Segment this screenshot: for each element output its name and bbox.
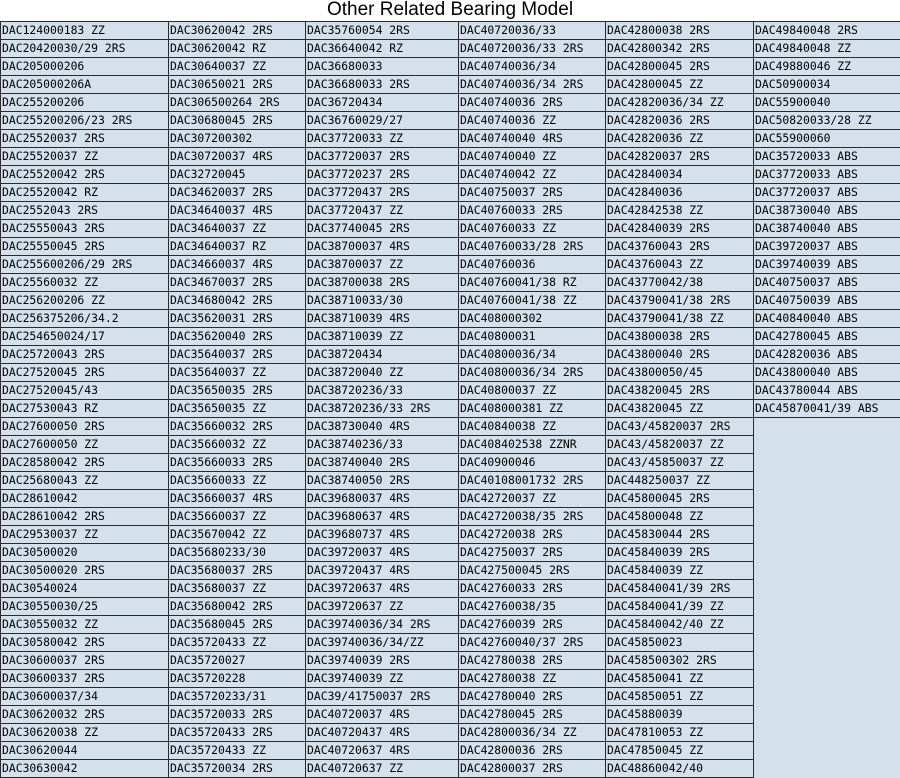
bearing-model-cell: DAC35720233/31 bbox=[169, 688, 306, 706]
table-row bbox=[1, 580, 900, 598]
bearing-model-cell: DAC39680737 4RS bbox=[306, 526, 459, 544]
bearing-model-cell: DAC40900046 bbox=[459, 454, 606, 472]
empty-cell bbox=[754, 544, 900, 562]
table-row bbox=[1, 238, 900, 256]
empty-cell bbox=[754, 508, 900, 526]
bearing-model-cell: DAC40740036/34 2RS bbox=[459, 76, 606, 94]
bearing-model-cell: DAC408000381 ZZ bbox=[459, 400, 606, 418]
bearing-model-cell: DAC43/45820037 ZZ bbox=[606, 436, 754, 454]
empty-cell bbox=[754, 670, 900, 688]
bearing-model-cell: DAC27600050 2RS bbox=[1, 418, 169, 436]
bearing-model-cell: DAC42800036/34 ZZ bbox=[459, 724, 606, 742]
table-row bbox=[1, 742, 900, 760]
bearing-model-cell: DAC28610042 2RS bbox=[1, 508, 169, 526]
bearing-model-cell: DAC35660032 ZZ bbox=[169, 436, 306, 454]
bearing-model-cell: DAC39720637 4RS bbox=[306, 580, 459, 598]
table-row bbox=[1, 706, 900, 724]
bearing-model-cell: DAC27530043 RZ bbox=[1, 400, 169, 418]
table-row bbox=[1, 310, 900, 328]
table-row bbox=[1, 22, 900, 40]
bearing-model-cell: DAC45880039 bbox=[606, 706, 754, 724]
bearing-model-cell: DAC30600037 2RS bbox=[1, 652, 169, 670]
bearing-model-cell: DAC40760041/38 RZ bbox=[459, 274, 606, 292]
empty-cell bbox=[754, 688, 900, 706]
bearing-model-cell: DAC38710033/30 bbox=[306, 292, 459, 310]
bearing-model-cell: DAC38740040 2RS bbox=[306, 454, 459, 472]
bearing-model-cell: DAC25680043 ZZ bbox=[1, 472, 169, 490]
bearing-model-cell: DAC43800050/45 bbox=[606, 364, 754, 382]
empty-cell bbox=[754, 490, 900, 508]
bearing-model-cell: DAC40720637 ZZ bbox=[306, 760, 459, 778]
bearing-model-cell: DAC40108001732 2RS bbox=[459, 472, 606, 490]
table-row bbox=[1, 670, 900, 688]
bearing-model-cell: DAC306500264 2RS bbox=[169, 94, 306, 112]
bearing-model-cell: DAC35680042 2RS bbox=[169, 598, 306, 616]
bearing-model-cell: DAC42820036 2RS bbox=[606, 112, 754, 130]
empty-cell bbox=[754, 742, 900, 760]
bearing-model-cell: DAC25550045 2RS bbox=[1, 238, 169, 256]
bearing-model-table bbox=[0, 21, 900, 778]
table-row bbox=[1, 94, 900, 112]
bearing-model-cell: DAC38730040 4RS bbox=[306, 418, 459, 436]
bearing-model-cell: DAC43/45820037 2RS bbox=[606, 418, 754, 436]
bearing-model-cell: DAC45870041/39 ABS bbox=[754, 400, 900, 418]
bearing-model-cell: DAC42800036 2RS bbox=[459, 742, 606, 760]
bearing-model-cell: DAC43800040 2RS bbox=[606, 346, 754, 364]
bearing-model-cell: DAC42780038 2RS bbox=[459, 652, 606, 670]
bearing-model-cell: DAC34670037 2RS bbox=[169, 274, 306, 292]
bearing-model-cell: DAC45830044 2RS bbox=[606, 526, 754, 544]
empty-cell bbox=[754, 652, 900, 670]
bearing-model-cell: DAC42820036/34 ZZ bbox=[606, 94, 754, 112]
bearing-model-cell: DAC40740036 2RS bbox=[459, 94, 606, 112]
bearing-model-cell: DAC39720437 4RS bbox=[306, 562, 459, 580]
bearing-model-cell: DAC38710039 ZZ bbox=[306, 328, 459, 346]
bearing-model-cell: DAC42840036 bbox=[606, 184, 754, 202]
bearing-model-cell: DAC42800342 2RS bbox=[606, 40, 754, 58]
bearing-model-cell: DAC38740236/33 bbox=[306, 436, 459, 454]
empty-cell bbox=[754, 436, 900, 454]
bearing-model-cell: DAC25520042 2RS bbox=[1, 166, 169, 184]
bearing-model-cell: DAC36680033 bbox=[306, 58, 459, 76]
bearing-model-cell: DAC38740050 2RS bbox=[306, 472, 459, 490]
bearing-model-cell: DAC42760040/37 2RS bbox=[459, 634, 606, 652]
table-row bbox=[1, 400, 900, 418]
table-row bbox=[1, 112, 900, 130]
bearing-model-cell: DAC35620040 2RS bbox=[169, 328, 306, 346]
bearing-model-cell: DAC30550030/25 bbox=[1, 598, 169, 616]
bearing-model-cell: DAC30620038 ZZ bbox=[1, 724, 169, 742]
bearing-model-cell: DAC42750037 2RS bbox=[459, 544, 606, 562]
bearing-model-cell: DAC124000183 ZZ bbox=[1, 22, 169, 40]
bearing-model-cell: DAC35660033 ZZ bbox=[169, 472, 306, 490]
table-row bbox=[1, 652, 900, 670]
bearing-model-cell: DAC256375206/34.2 bbox=[1, 310, 169, 328]
bearing-model-cell: DAC20420030/29 2RS bbox=[1, 40, 169, 58]
bearing-model-cell: DAC458500302 2RS bbox=[606, 652, 754, 670]
bearing-model-cell: DAC55900060 bbox=[754, 130, 900, 148]
bearing-model-cell: DAC42820037 2RS bbox=[606, 148, 754, 166]
bearing-model-cell: DAC30720037 4RS bbox=[169, 148, 306, 166]
bearing-model-cell: DAC40760033 ZZ bbox=[459, 220, 606, 238]
bearing-model-cell: DAC28580042 2RS bbox=[1, 454, 169, 472]
table-row bbox=[1, 616, 900, 634]
table-row bbox=[1, 724, 900, 742]
bearing-model-cell: DAC28610042 bbox=[1, 490, 169, 508]
table-row bbox=[1, 472, 900, 490]
bearing-model-cell: DAC37720033 ZZ bbox=[306, 130, 459, 148]
bearing-model-cell: DAC42760033 2RS bbox=[459, 580, 606, 598]
bearing-model-cell: DAC29530037 ZZ bbox=[1, 526, 169, 544]
bearing-model-cell: DAC448250037 ZZ bbox=[606, 472, 754, 490]
bearing-model-cell: DAC40800037 ZZ bbox=[459, 382, 606, 400]
bearing-model-cell: DAC55900040 bbox=[754, 94, 900, 112]
bearing-model-cell: DAC25560032 ZZ bbox=[1, 274, 169, 292]
bearing-model-cell: DAC39740039 ABS bbox=[754, 256, 900, 274]
table-row bbox=[1, 490, 900, 508]
bearing-model-cell: DAC43820045 ZZ bbox=[606, 400, 754, 418]
bearing-model-cell: DAC45800048 ZZ bbox=[606, 508, 754, 526]
bearing-model-cell: DAC42720038/35 2RS bbox=[459, 508, 606, 526]
empty-cell bbox=[754, 598, 900, 616]
table-row bbox=[1, 382, 900, 400]
bearing-model-cell: DAC37720437 2RS bbox=[306, 184, 459, 202]
bearing-model-cell: DAC30600337 2RS bbox=[1, 670, 169, 688]
empty-cell bbox=[754, 616, 900, 634]
bearing-model-cell: DAC45840042/40 ZZ bbox=[606, 616, 754, 634]
bearing-model-cell: DAC25520037 ZZ bbox=[1, 148, 169, 166]
bearing-model-cell: DAC39/41750037 2RS bbox=[306, 688, 459, 706]
bearing-model-cell: DAC36720434 bbox=[306, 94, 459, 112]
empty-cell bbox=[754, 634, 900, 652]
bearing-model-cell: DAC39740036/34/ZZ bbox=[306, 634, 459, 652]
bearing-model-cell: DAC35620031 2RS bbox=[169, 310, 306, 328]
empty-cell bbox=[754, 472, 900, 490]
bearing-model-cell: DAC40760036 bbox=[459, 256, 606, 274]
bearing-model-cell: DAC45850051 ZZ bbox=[606, 688, 754, 706]
bearing-model-cell: DAC40800036/34 2RS bbox=[459, 364, 606, 382]
table-row bbox=[1, 562, 900, 580]
bearing-model-cell: DAC48860042/40 bbox=[606, 760, 754, 778]
table-row bbox=[1, 526, 900, 544]
bearing-model-cell: DAC30620044 bbox=[1, 742, 169, 760]
table-row bbox=[1, 274, 900, 292]
bearing-model-cell: DAC40760041/38 ZZ bbox=[459, 292, 606, 310]
bearing-model-cell: DAC43800038 2RS bbox=[606, 328, 754, 346]
bearing-model-cell: DAC2552043 2RS bbox=[1, 202, 169, 220]
bearing-model-cell: DAC35670042 ZZ bbox=[169, 526, 306, 544]
table-row bbox=[1, 58, 900, 76]
bearing-model-cell: DAC35720228 bbox=[169, 670, 306, 688]
bearing-model-cell: DAC40720036/33 2RS bbox=[459, 40, 606, 58]
bearing-model-cell: DAC36680033 2RS bbox=[306, 76, 459, 94]
bearing-model-cell: DAC43800040 ABS bbox=[754, 364, 900, 382]
bearing-model-cell: DAC42720038 2RS bbox=[459, 526, 606, 544]
bearing-model-cell: DAC45840041/39 2RS bbox=[606, 580, 754, 598]
bearing-model-cell: DAC42842538 ZZ bbox=[606, 202, 754, 220]
bearing-model-cell: DAC47810053 ZZ bbox=[606, 724, 754, 742]
bearing-model-cell: DAC35660037 ZZ bbox=[169, 508, 306, 526]
bearing-model-cell: DAC427500045 2RS bbox=[459, 562, 606, 580]
bearing-model-cell: DAC35640037 2RS bbox=[169, 346, 306, 364]
bearing-model-cell: DAC408000302 bbox=[459, 310, 606, 328]
bearing-model-cell: DAC42720037 ZZ bbox=[459, 490, 606, 508]
bearing-model-cell: DAC39740039 ZZ bbox=[306, 670, 459, 688]
bearing-model-cell: DAC30620042 2RS bbox=[169, 22, 306, 40]
bearing-model-cell: DAC35760054 2RS bbox=[306, 22, 459, 40]
table-row bbox=[1, 76, 900, 94]
bearing-model-cell: DAC30550032 ZZ bbox=[1, 616, 169, 634]
bearing-model-cell: DAC27520045/43 bbox=[1, 382, 169, 400]
bearing-model-cell: DAC38720434 bbox=[306, 346, 459, 364]
bearing-model-cell: DAC42760038/35 bbox=[459, 598, 606, 616]
bearing-model-cell: DAC38700037 4RS bbox=[306, 238, 459, 256]
bearing-model-cell: DAC40740040 ZZ bbox=[459, 148, 606, 166]
bearing-model-cell: DAC40720637 4RS bbox=[306, 742, 459, 760]
bearing-model-cell: DAC43790041/38 ZZ bbox=[606, 310, 754, 328]
bearing-model-cell: DAC49880046 ZZ bbox=[754, 58, 900, 76]
empty-cell bbox=[754, 706, 900, 724]
table-row bbox=[1, 202, 900, 220]
bearing-model-cell: DAC38720236/33 2RS bbox=[306, 400, 459, 418]
bearing-model-cell: DAC35660037 4RS bbox=[169, 490, 306, 508]
table-row bbox=[1, 688, 900, 706]
empty-cell bbox=[754, 580, 900, 598]
bearing-model-cell: DAC43770042/38 bbox=[606, 274, 754, 292]
bearing-model-cell: DAC34640037 RZ bbox=[169, 238, 306, 256]
empty-cell bbox=[754, 562, 900, 580]
bearing-model-cell: DAC205000206 bbox=[1, 58, 169, 76]
bearing-model-cell: DAC35720034 2RS bbox=[169, 760, 306, 778]
table-row bbox=[1, 454, 900, 472]
bearing-model-cell: DAC30620032 2RS bbox=[1, 706, 169, 724]
bearing-model-cell: DAC40740040 4RS bbox=[459, 130, 606, 148]
bearing-model-cell: DAC45850023 bbox=[606, 634, 754, 652]
bearing-model-cell: DAC35640037 ZZ bbox=[169, 364, 306, 382]
bearing-model-cell: DAC43820045 2RS bbox=[606, 382, 754, 400]
bearing-model-cell: DAC30630042 bbox=[1, 760, 169, 778]
bearing-model-cell: DAC255200206 bbox=[1, 94, 169, 112]
table-row bbox=[1, 148, 900, 166]
bearing-model-cell: DAC43760043 2RS bbox=[606, 238, 754, 256]
bearing-model-cell: DAC40760033 2RS bbox=[459, 202, 606, 220]
bearing-model-cell: DAC39720637 ZZ bbox=[306, 598, 459, 616]
bearing-model-cell: DAC25720043 2RS bbox=[1, 346, 169, 364]
bearing-model-cell: DAC37720033 ABS bbox=[754, 166, 900, 184]
table-row bbox=[1, 256, 900, 274]
bearing-model-cell: DAC40720037 4RS bbox=[306, 706, 459, 724]
bearing-model-cell: DAC42820036 ZZ bbox=[606, 130, 754, 148]
bearing-model-cell: DAC35680045 2RS bbox=[169, 616, 306, 634]
table-row bbox=[1, 364, 900, 382]
bearing-model-cell: DAC38720236/33 bbox=[306, 382, 459, 400]
empty-cell bbox=[754, 526, 900, 544]
table-row bbox=[1, 292, 900, 310]
empty-cell bbox=[754, 724, 900, 742]
bearing-model-cell: DAC45840039 2RS bbox=[606, 544, 754, 562]
bearing-model-cell: DAC34660037 4RS bbox=[169, 256, 306, 274]
bearing-model-cell: DAC30580042 2RS bbox=[1, 634, 169, 652]
bearing-model-cell: DAC40840040 ABS bbox=[754, 310, 900, 328]
bearing-model-cell: DAC42780038 ZZ bbox=[459, 670, 606, 688]
bearing-model-cell: DAC40800031 bbox=[459, 328, 606, 346]
bearing-model-cell: DAC43790041/38 2RS bbox=[606, 292, 754, 310]
bearing-model-cell: DAC38710039 4RS bbox=[306, 310, 459, 328]
bearing-model-cell: DAC34640037 4RS bbox=[169, 202, 306, 220]
table-row bbox=[1, 130, 900, 148]
bearing-model-cell: DAC40740036 ZZ bbox=[459, 112, 606, 130]
bearing-model-cell: DAC42800038 2RS bbox=[606, 22, 754, 40]
bearing-model-cell: DAC34640037 ZZ bbox=[169, 220, 306, 238]
bearing-model-cell: DAC42800037 2RS bbox=[459, 760, 606, 778]
bearing-model-cell: DAC27520045 2RS bbox=[1, 364, 169, 382]
bearing-model-cell: DAC34620037 2RS bbox=[169, 184, 306, 202]
bearing-model-cell: DAC40740042 ZZ bbox=[459, 166, 606, 184]
bearing-model-cell: DAC38720040 ZZ bbox=[306, 364, 459, 382]
empty-cell bbox=[754, 418, 900, 436]
bearing-model-cell: DAC35650035 2RS bbox=[169, 382, 306, 400]
bearing-model-cell: DAC43760043 ZZ bbox=[606, 256, 754, 274]
bearing-model-cell: DAC42780040 2RS bbox=[459, 688, 606, 706]
table-row bbox=[1, 418, 900, 436]
bearing-model-cell: DAC32720045 bbox=[169, 166, 306, 184]
bearing-model-cell: DAC35720033 2RS bbox=[169, 706, 306, 724]
bearing-model-cell: DAC38730040 ABS bbox=[754, 202, 900, 220]
bearing-model-cell: DAC36760029/27 bbox=[306, 112, 459, 130]
bearing-model-cell: DAC40840038 ZZ bbox=[459, 418, 606, 436]
bearing-model-cell: DAC40720036/33 bbox=[459, 22, 606, 40]
bearing-model-cell: DAC30500020 bbox=[1, 544, 169, 562]
bearing-model-cell: DAC37720237 2RS bbox=[306, 166, 459, 184]
bearing-model-cell: DAC35660033 2RS bbox=[169, 454, 306, 472]
bearing-model-cell: DAC30680045 2RS bbox=[169, 112, 306, 130]
bearing-model-cell: DAC47850045 ZZ bbox=[606, 742, 754, 760]
bearing-model-cell: DAC45850041 ZZ bbox=[606, 670, 754, 688]
bearing-model-cell: DAC40800036/34 bbox=[459, 346, 606, 364]
bearing-model-cell: DAC256200206 ZZ bbox=[1, 292, 169, 310]
bearing-model-cell: DAC49840048 2RS bbox=[754, 22, 900, 40]
bearing-model-cell: DAC35650035 ZZ bbox=[169, 400, 306, 418]
bearing-model-cell: DAC39720037 ABS bbox=[754, 238, 900, 256]
bearing-model-cell: DAC40750039 ABS bbox=[754, 292, 900, 310]
bearing-model-cell: DAC39720037 4RS bbox=[306, 544, 459, 562]
bearing-model-cell: DAC40720437 4RS bbox=[306, 724, 459, 742]
bearing-model-cell: DAC42780045 2RS bbox=[459, 706, 606, 724]
bearing-model-cell: DAC35680037 ZZ bbox=[169, 580, 306, 598]
bearing-model-cell: DAC35720033 ABS bbox=[754, 148, 900, 166]
table-row bbox=[1, 166, 900, 184]
table-row bbox=[1, 346, 900, 364]
bearing-model-cell: DAC40750037 2RS bbox=[459, 184, 606, 202]
bearing-model-cell: DAC42800045 2RS bbox=[606, 58, 754, 76]
bearing-model-cell: DAC45800045 2RS bbox=[606, 490, 754, 508]
bearing-model-cell: DAC37740045 2RS bbox=[306, 220, 459, 238]
table-row bbox=[1, 436, 900, 454]
bearing-model-cell: DAC45840041/39 ZZ bbox=[606, 598, 754, 616]
table-row bbox=[1, 634, 900, 652]
table-row bbox=[1, 508, 900, 526]
bearing-model-cell: DAC307200302 bbox=[169, 130, 306, 148]
bearing-model-cell: DAC25550043 2RS bbox=[1, 220, 169, 238]
bearing-model-cell: DAC39740039 2RS bbox=[306, 652, 459, 670]
bearing-model-cell: DAC42840034 bbox=[606, 166, 754, 184]
bearing-model-cell: DAC37720037 ABS bbox=[754, 184, 900, 202]
bearing-model-cell: DAC30650021 2RS bbox=[169, 76, 306, 94]
bearing-model-cell: DAC34680042 2RS bbox=[169, 292, 306, 310]
bearing-model-cell: DAC40760033/28 2RS bbox=[459, 238, 606, 256]
bearing-model-cell: DAC255600206/29 2RS bbox=[1, 256, 169, 274]
bearing-model-cell: DAC25520037 2RS bbox=[1, 130, 169, 148]
bearing-model-cell: DAC255200206/23 2RS bbox=[1, 112, 169, 130]
bearing-model-cell: DAC38740040 ABS bbox=[754, 220, 900, 238]
table-row bbox=[1, 544, 900, 562]
bearing-model-cell: DAC254650024/17 bbox=[1, 328, 169, 346]
bearing-model-cell: DAC35720433 ZZ bbox=[169, 742, 306, 760]
bearing-model-cell: DAC42840039 2RS bbox=[606, 220, 754, 238]
bearing-model-cell: DAC43/45850037 ZZ bbox=[606, 454, 754, 472]
bearing-model-cell: DAC49840048 ZZ bbox=[754, 40, 900, 58]
bearing-model-cell: DAC39680637 4RS bbox=[306, 508, 459, 526]
bearing-model-cell: DAC25520042 RZ bbox=[1, 184, 169, 202]
table-row bbox=[1, 184, 900, 202]
bearing-model-cell: DAC42760039 2RS bbox=[459, 616, 606, 634]
bearing-model-cell: DAC39740036/34 2RS bbox=[306, 616, 459, 634]
bearing-model-cell: DAC50820033/28 ZZ bbox=[754, 112, 900, 130]
table-row bbox=[1, 40, 900, 58]
bearing-model-cell: DAC38700038 2RS bbox=[306, 274, 459, 292]
table-row bbox=[1, 598, 900, 616]
bearing-model-cell: DAC35720433 2RS bbox=[169, 724, 306, 742]
bearing-model-cell: DAC35680037 2RS bbox=[169, 562, 306, 580]
bearing-model-cell: DAC205000206A bbox=[1, 76, 169, 94]
bearing-model-cell: DAC42780045 ABS bbox=[754, 328, 900, 346]
bearing-model-cell: DAC45840039 ZZ bbox=[606, 562, 754, 580]
bearing-model-cell: DAC27600050 ZZ bbox=[1, 436, 169, 454]
bearing-model-cell: DAC37720437 ZZ bbox=[306, 202, 459, 220]
bearing-model-cell: DAC30600037/34 bbox=[1, 688, 169, 706]
page-title: Other Related Bearing Model bbox=[0, 0, 900, 22]
table-row bbox=[1, 328, 900, 346]
bearing-model-cell: DAC50900034 bbox=[754, 76, 900, 94]
table-row bbox=[1, 220, 900, 238]
bearing-model-cell: DAC35680233/30 bbox=[169, 544, 306, 562]
bearing-model-cell: DAC30500020 2RS bbox=[1, 562, 169, 580]
bearing-model-cell: DAC408402538 ZZNR bbox=[459, 436, 606, 454]
bearing-model-cell: DAC42820036 ABS bbox=[754, 346, 900, 364]
bearing-model-cell: DAC36640042 RZ bbox=[306, 40, 459, 58]
bearing-model-cell: DAC35720433 ZZ bbox=[169, 634, 306, 652]
empty-cell bbox=[754, 454, 900, 472]
bearing-model-cell: DAC30540024 bbox=[1, 580, 169, 598]
bearing-model-cell: DAC40740036/34 bbox=[459, 58, 606, 76]
bearing-model-cell: DAC30640037 ZZ bbox=[169, 58, 306, 76]
bearing-model-cell: DAC37720037 2RS bbox=[306, 148, 459, 166]
bearing-model-cell: DAC42800045 ZZ bbox=[606, 76, 754, 94]
bearing-model-cell: DAC40750037 ABS bbox=[754, 274, 900, 292]
bearing-model-cell: DAC30620042 RZ bbox=[169, 40, 306, 58]
bearing-model-cell: DAC43780044 ABS bbox=[754, 382, 900, 400]
bearing-model-cell: DAC38700037 ZZ bbox=[306, 256, 459, 274]
bearing-model-cell: DAC39680037 4RS bbox=[306, 490, 459, 508]
bearing-model-cell: DAC35720027 bbox=[169, 652, 306, 670]
bearing-model-cell: DAC35660032 2RS bbox=[169, 418, 306, 436]
